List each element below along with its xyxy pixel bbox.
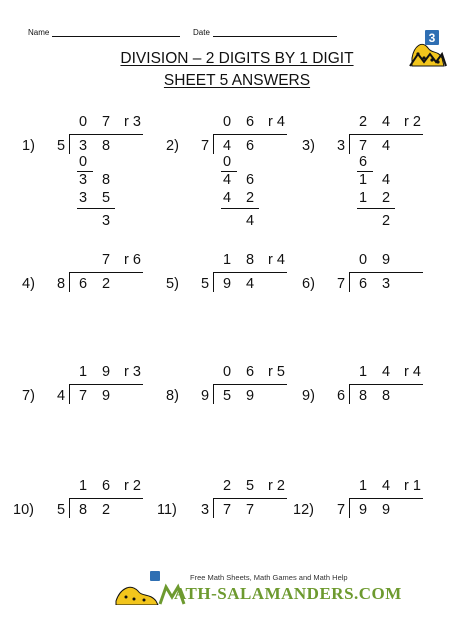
dividend-digit: 4	[382, 138, 391, 154]
division-bracket-top	[213, 384, 287, 385]
dividend-digit: 8	[102, 138, 111, 154]
division-bracket-vertical	[69, 272, 70, 292]
remainder: r 5	[268, 364, 285, 380]
dividend-digit: 2	[102, 276, 111, 292]
dividend-digit: 6	[359, 276, 368, 292]
problem-label: 2)	[166, 138, 179, 154]
work-step-digit: 6	[359, 154, 368, 170]
remainder: r 2	[404, 114, 421, 130]
quotient-digit: 2	[223, 478, 232, 494]
quotient-digit: 0	[223, 114, 232, 130]
dividend-digit: 6	[246, 138, 255, 154]
work-step-digit: 6	[246, 172, 255, 188]
remainder: r 3	[124, 114, 141, 130]
dividend-digit: 8	[382, 388, 391, 404]
dividend-digit: 6	[79, 276, 88, 292]
division-bracket-top	[213, 272, 287, 273]
problem-label: 8)	[166, 388, 179, 404]
problem-label: 5)	[166, 276, 179, 292]
quotient-digit: 1	[359, 364, 368, 380]
division-bracket-top	[349, 134, 423, 135]
problem-label: 6)	[302, 276, 315, 292]
divisor: 5	[201, 276, 210, 292]
name-label: Name	[28, 28, 50, 37]
work-step-digit: 2	[382, 190, 391, 206]
division-bracket-vertical	[69, 384, 70, 404]
division-bracket-top	[69, 498, 143, 499]
quotient-digit: 6	[246, 364, 255, 380]
work-step-digit: 4	[223, 172, 232, 188]
subtraction-line	[221, 171, 237, 172]
quotient-digit: 9	[382, 252, 391, 268]
division-bracket-vertical	[349, 134, 350, 154]
dividend-digit: 3	[79, 138, 88, 154]
work-step-digit: 1	[359, 190, 368, 206]
salamander-logo-icon	[408, 28, 448, 68]
divisor: 4	[57, 388, 66, 404]
subtraction-line	[357, 208, 395, 209]
division-problem	[22, 110, 152, 260]
divisor: 8	[57, 276, 66, 292]
quotient-digit: 4	[382, 364, 391, 380]
work-step-digit: 3	[79, 190, 88, 206]
dividend-digit: 9	[382, 502, 391, 518]
remainder: r 2	[268, 478, 285, 494]
dividend-digit: 5	[223, 388, 232, 404]
dividend-digit: 7	[223, 502, 232, 518]
division-bracket-top	[69, 272, 143, 273]
divisor: 7	[337, 502, 346, 518]
quotient-digit: 8	[246, 252, 255, 268]
remainder: r 4	[404, 364, 421, 380]
quotient-digit: 1	[223, 252, 232, 268]
divisor: 7	[201, 138, 210, 154]
work-step-digit: 2	[382, 213, 391, 229]
division-problem	[166, 110, 296, 260]
work-step-digit: 4	[246, 213, 255, 229]
divisor: 3	[201, 502, 210, 518]
subtraction-line	[357, 171, 373, 172]
work-step-digit: 3	[79, 172, 88, 188]
dividend-digit: 4	[223, 138, 232, 154]
division-bracket-top	[69, 384, 143, 385]
footer-tagline: Free Math Sheets, Math Games and Math Help	[190, 573, 348, 582]
remainder: r 6	[124, 252, 141, 268]
date-label: Date	[193, 28, 210, 37]
dividend-digit: 2	[102, 502, 111, 518]
date-line	[213, 36, 337, 37]
problem-label: 12)	[293, 502, 314, 518]
work-step-digit: 0	[79, 154, 88, 170]
division-bracket-top	[213, 134, 287, 135]
dividend-digit: 7	[79, 388, 88, 404]
division-bracket-vertical	[349, 384, 350, 404]
quotient-digit: 1	[79, 478, 88, 494]
work-step-digit: 3	[102, 213, 111, 229]
division-bracket-vertical	[69, 498, 70, 518]
dividend-digit: 9	[246, 388, 255, 404]
remainder: r 4	[268, 114, 285, 130]
divisor: 5	[57, 502, 66, 518]
quotient-digit: 2	[359, 114, 368, 130]
division-bracket-vertical	[213, 272, 214, 292]
quotient-digit: 0	[223, 364, 232, 380]
division-bracket-top	[213, 498, 287, 499]
divisor: 3	[337, 138, 346, 154]
division-problem	[302, 110, 432, 260]
work-step-digit: 4	[382, 172, 391, 188]
dividend-digit: 9	[223, 276, 232, 292]
division-bracket-vertical	[69, 134, 70, 154]
page-title: DIVISION – 2 DIGITS BY 1 DIGIT	[120, 50, 354, 67]
dividend-digit: 7	[246, 502, 255, 518]
quotient-digit: 4	[382, 478, 391, 494]
work-step-digit: 0	[223, 154, 232, 170]
work-step-digit: 4	[223, 190, 232, 206]
remainder: r 4	[268, 252, 285, 268]
quotient-digit: 0	[359, 252, 368, 268]
remainder: r 2	[124, 478, 141, 494]
division-bracket-top	[69, 134, 143, 135]
quotient-digit: 7	[102, 114, 111, 130]
remainder: r 1	[404, 478, 421, 494]
work-step-digit: 5	[102, 190, 111, 206]
subtraction-line	[77, 171, 93, 172]
problem-label: 9)	[302, 388, 315, 404]
problem-label: 1)	[22, 138, 35, 154]
quotient-digit: 5	[246, 478, 255, 494]
remainder: r 3	[124, 364, 141, 380]
divisor: 9	[201, 388, 210, 404]
subtraction-line	[221, 208, 259, 209]
divisor: 5	[57, 138, 66, 154]
division-bracket-vertical	[213, 384, 214, 404]
problem-label: 11)	[157, 502, 177, 518]
work-step-digit: 8	[102, 172, 111, 188]
quotient-digit: 1	[79, 364, 88, 380]
divisor: 6	[337, 388, 346, 404]
quotient-digit: 1	[359, 478, 368, 494]
division-bracket-top	[349, 384, 423, 385]
division-bracket-vertical	[213, 134, 214, 154]
quotient-digit: 6	[246, 114, 255, 130]
quotient-digit: 6	[102, 478, 111, 494]
division-bracket-vertical	[349, 272, 350, 292]
page-subtitle: SHEET 5 ANSWERS	[163, 72, 311, 89]
division-bracket-top	[349, 498, 423, 499]
dividend-digit: 8	[359, 388, 368, 404]
dividend-digit: 9	[102, 388, 111, 404]
division-bracket-vertical	[349, 498, 350, 518]
dividend-digit: 8	[79, 502, 88, 518]
division-bracket-vertical	[213, 498, 214, 518]
divisor: 7	[337, 276, 346, 292]
problem-label: 3)	[302, 138, 315, 154]
division-bracket-top	[349, 272, 423, 273]
work-step-digit: 2	[246, 190, 255, 206]
dividend-digit: 4	[246, 276, 255, 292]
quotient-digit: 7	[102, 252, 111, 268]
dividend-digit: 7	[359, 138, 368, 154]
problem-label: 4)	[22, 276, 35, 292]
problem-label: 7)	[22, 388, 35, 404]
dividend-digit: 9	[359, 502, 368, 518]
name-line	[52, 36, 180, 37]
quotient-digit: 9	[102, 364, 111, 380]
work-step-digit: 1	[359, 172, 368, 188]
quotient-digit: 4	[382, 114, 391, 130]
svg-text:3: 3	[428, 31, 436, 45]
dividend-digit: 3	[382, 276, 391, 292]
subtraction-line	[77, 208, 115, 209]
footer-brand: ATH-SALAMANDERS.COM	[174, 584, 402, 603]
problem-label: 10)	[13, 502, 34, 518]
quotient-digit: 0	[79, 114, 88, 130]
